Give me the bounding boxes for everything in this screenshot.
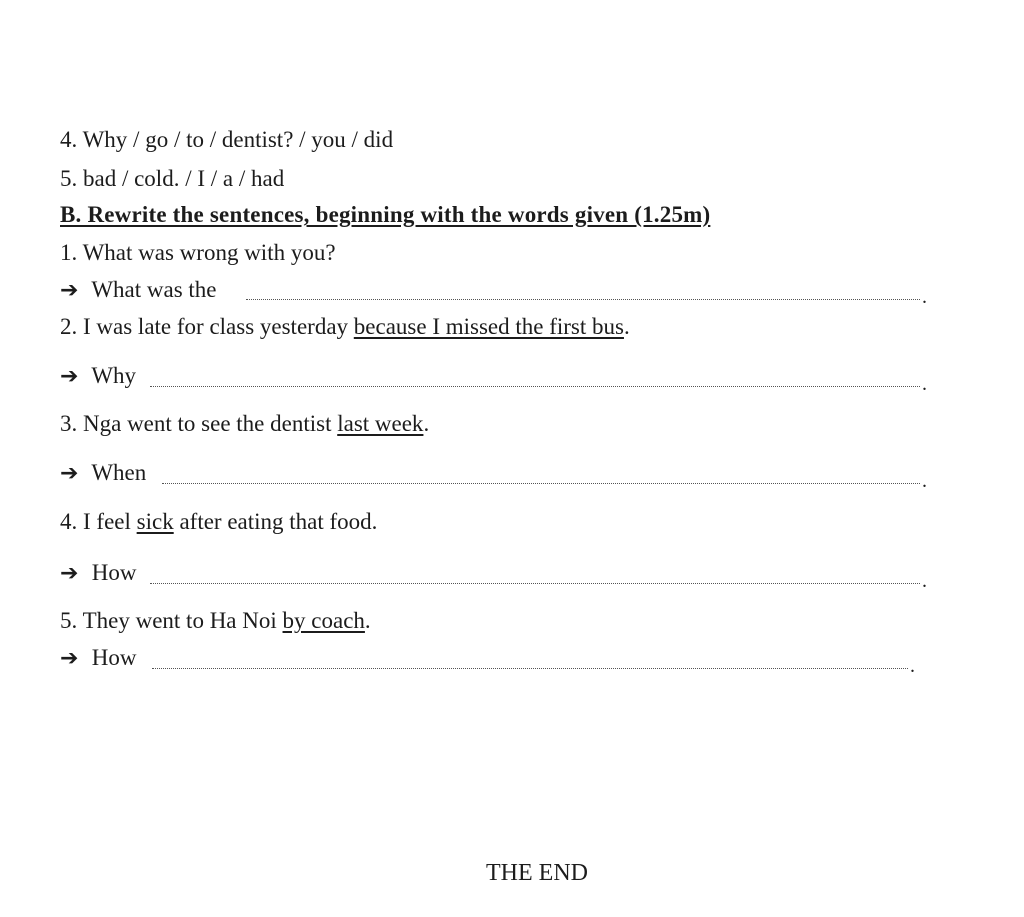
prompt-start: What was the [91, 277, 217, 302]
arrow-right-icon: ➔ [60, 561, 79, 586]
arrow-right-icon: ➔ [60, 461, 79, 486]
item-number: 1. [60, 240, 78, 265]
underlined-phrase: sick [136, 509, 174, 534]
underlined-phrase: by coach [282, 608, 365, 633]
prompt-start: How [91, 560, 137, 585]
answer-blank-1[interactable] [246, 299, 920, 300]
item-number: 5. [60, 608, 78, 633]
prompt-start: When [91, 460, 147, 485]
rewrite-item-4-prompt [60, 559, 136, 588]
answer-blank-4[interactable] [150, 583, 920, 584]
scramble-item-4 [60, 126, 393, 154]
item-number: 3. [60, 411, 78, 436]
answer-blank-5[interactable] [152, 668, 908, 669]
sentence-end: . [364, 608, 371, 633]
blank-end-mark: . [922, 286, 927, 308]
underlined-phrase: because I missed the first bus [353, 314, 624, 339]
sentence-text: What was wrong with you? [82, 240, 336, 265]
answer-blank-3[interactable] [162, 483, 920, 484]
rewrite-item-3-prompt [60, 459, 146, 488]
rewrite-item-3-sentence [60, 410, 429, 438]
item-number: 5. [60, 166, 78, 191]
item-number: 4. [60, 127, 78, 152]
scramble-words: bad / cold. / I / a / had [83, 166, 285, 191]
sentence-end: . [423, 411, 430, 436]
item-number: 2. [60, 314, 78, 339]
section-b-heading: B. Rewrite the sentences, beginning with the words given (1.25m) [60, 202, 711, 227]
rewrite-item-4-sentence [60, 508, 377, 536]
sentence-text: I feel [83, 509, 137, 534]
rewrite-item-1-sentence [60, 239, 336, 267]
item-number: 4. [60, 509, 78, 534]
arrow-right-icon: ➔ [60, 646, 79, 671]
arrow-right-icon: ➔ [60, 364, 79, 389]
blank-end-mark: . [910, 655, 915, 677]
blank-end-mark: . [922, 373, 927, 395]
the-end-footer: THE END [486, 860, 588, 886]
sentence-text: I was late for class yesterday [83, 314, 354, 339]
underlined-phrase: last week [337, 411, 424, 436]
rewrite-item-1-prompt [60, 276, 217, 305]
sentence-end: . [623, 314, 630, 339]
rewrite-item-5-sentence [60, 607, 371, 635]
rewrite-item-2-prompt [60, 362, 136, 391]
sentence-end: after eating that food. [173, 509, 378, 534]
rewrite-item-2-sentence [60, 313, 630, 341]
answer-blank-2[interactable] [150, 386, 920, 387]
sentence-text: Nga went to see the dentist [83, 411, 338, 436]
blank-end-mark: . [922, 470, 927, 492]
rewrite-item-5-prompt [60, 644, 136, 673]
prompt-start: Why [91, 363, 137, 388]
scramble-words: Why / go / to / dentist? / you / did [82, 127, 394, 152]
arrow-right-icon: ➔ [60, 278, 79, 303]
sentence-text: They went to Ha Noi [82, 608, 283, 633]
prompt-start: How [91, 645, 137, 670]
blank-end-mark: . [922, 570, 927, 592]
scramble-item-5 [60, 165, 284, 193]
